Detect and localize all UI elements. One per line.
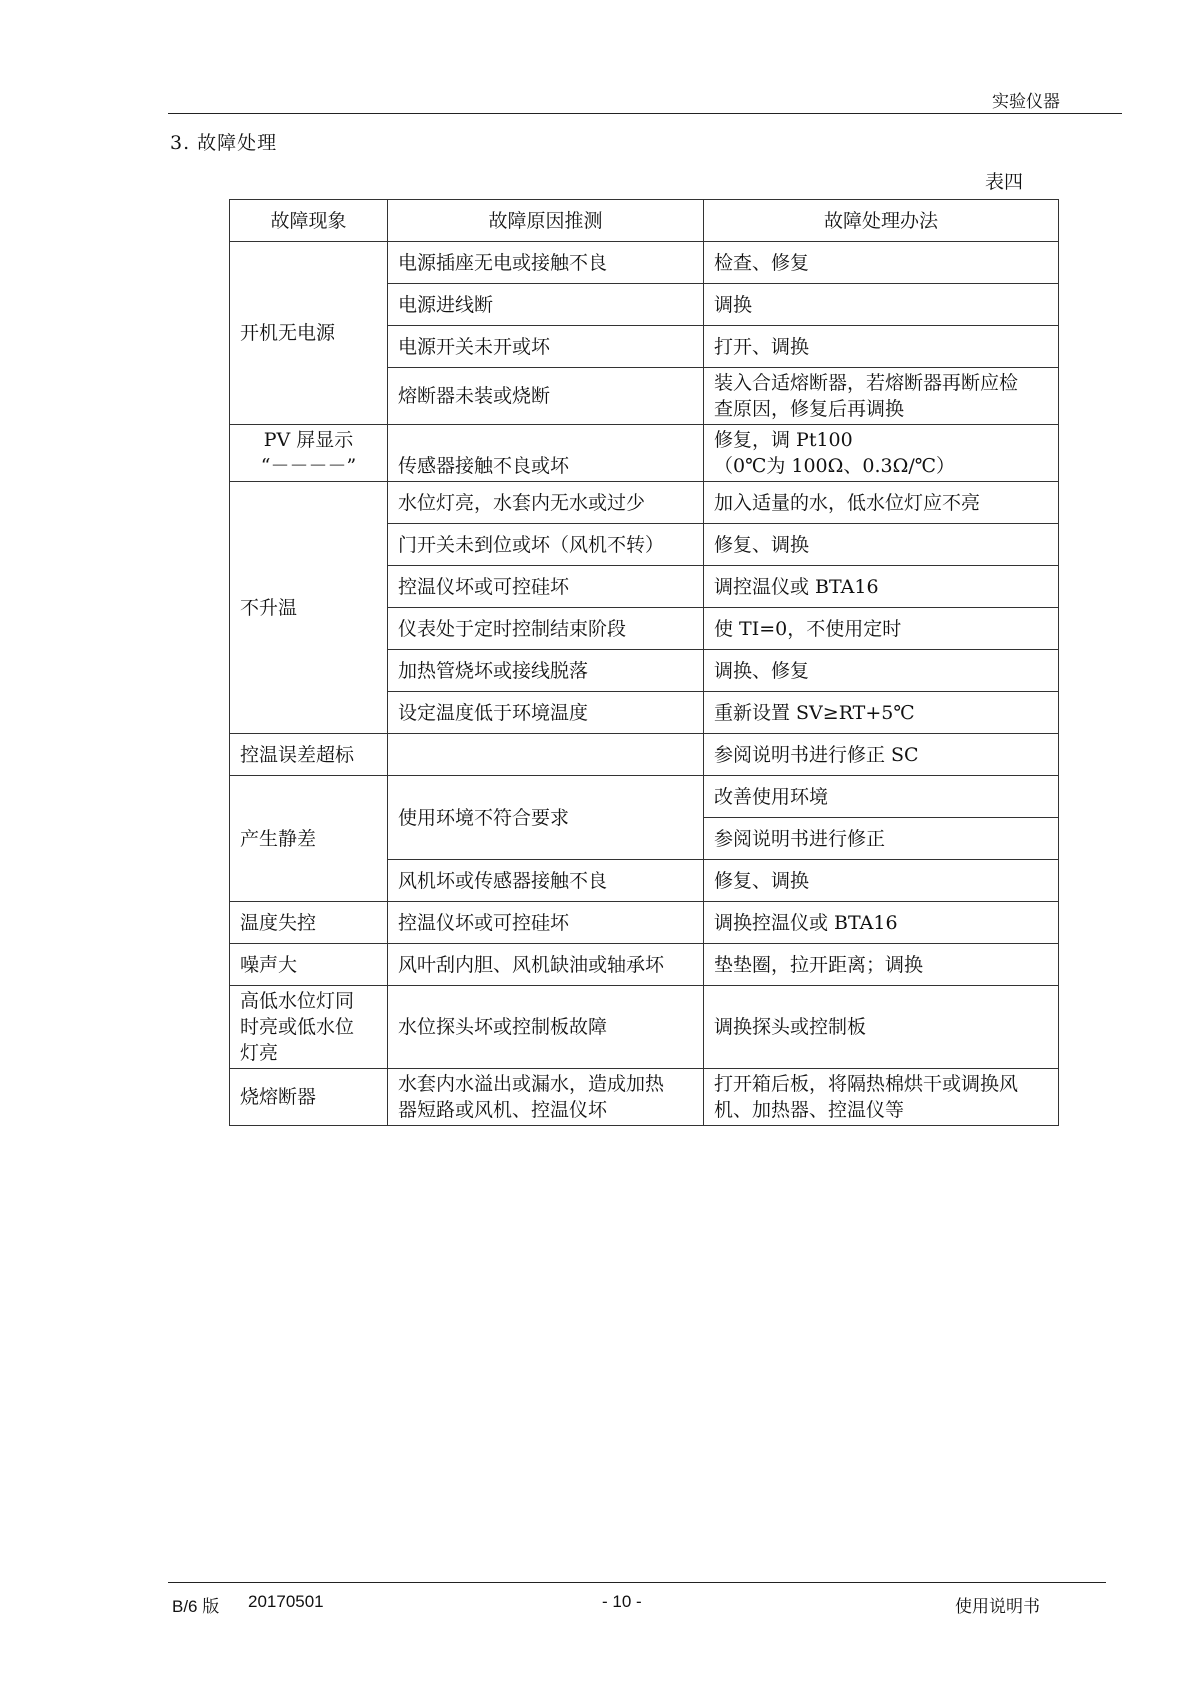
remedy-line: 查原因，修复后再调换 <box>714 398 905 420</box>
column-header-remedy: 故障处理办法 <box>704 200 1059 242</box>
remedy-cell: 打开、调换 <box>704 326 1059 368</box>
table-row <box>230 425 1059 482</box>
remedy-line: 机、加热器、控温仪等 <box>714 1099 905 1121</box>
cause-cell: 控温仪坏或可控硅坏 <box>388 566 704 608</box>
symptom-cell: 烧熔断器 <box>230 1069 388 1126</box>
cause-cell: 风叶刮内胆、风机缺油或轴承坏 <box>388 944 704 986</box>
table-row <box>230 1069 1059 1126</box>
remedy-cell: 使 TI=0，不使用定时 <box>704 608 1059 650</box>
remedy-cell <box>704 368 1059 425</box>
symptom-cell: 不升温 <box>230 482 388 734</box>
table-caption: 表四 <box>985 171 1024 193</box>
cause-cell: 水位探头坏或控制板故障 <box>388 986 704 1069</box>
cause-cell <box>388 734 704 776</box>
remedy-cell: 检查、修复 <box>704 242 1059 284</box>
symptom-cell: 产生静差 <box>230 776 388 902</box>
cause-cell: 设定温度低于环境温度 <box>388 692 704 734</box>
remedy-cell: 参阅说明书进行修正 SC <box>704 734 1059 776</box>
cause-line: 器短路或风机、控温仪坏 <box>398 1099 608 1121</box>
fault-table <box>229 199 1059 1126</box>
remedy-cell: 调换、修复 <box>704 650 1059 692</box>
cause-line: 水套内水溢出或漏水，造成加热 <box>398 1073 665 1095</box>
remedy-line: 装入合适熔断器，若熔断器再断应检 <box>714 372 1019 394</box>
symptom-line: 时亮或低水位 <box>240 1016 355 1038</box>
symptom-cell <box>230 986 388 1069</box>
cause-cell: 水位灯亮，水套内无水或过少 <box>388 482 704 524</box>
section-title: 3. 故障处理 <box>170 132 278 154</box>
cause-cell: 加热管烧坏或接线脱落 <box>388 650 704 692</box>
cause-cell: 电源开关未开或坏 <box>388 326 704 368</box>
cause-cell: 控温仪坏或可控硅坏 <box>388 902 704 944</box>
cause-cell: 传感器接触不良或坏 <box>388 425 704 482</box>
remedy-cell: 参阅说明书进行修正 <box>704 818 1059 860</box>
cause-cell: 门开关未到位或坏（风机不转） <box>388 524 704 566</box>
cause-cell <box>388 1069 704 1126</box>
remedy-cell <box>704 425 1059 482</box>
table-header-row <box>230 200 1059 242</box>
cause-cell: 使用环境不符合要求 <box>388 776 704 860</box>
table-row <box>230 482 1059 524</box>
page-header-title: 实验仪器 <box>992 92 1060 112</box>
symptom-cell <box>230 425 388 482</box>
remedy-cell: 改善使用环境 <box>704 776 1059 818</box>
remedy-cell: 重新设置 SV≥RT+5℃ <box>704 692 1059 734</box>
footer-divider <box>168 1582 1106 1583</box>
remedy-cell: 修复、调换 <box>704 524 1059 566</box>
remedy-cell: 加入适量的水，低水位灯应不亮 <box>704 482 1059 524</box>
remedy-cell: 修复、调换 <box>704 860 1059 902</box>
symptom-cell: 噪声大 <box>230 944 388 986</box>
footer-version: B/6 版 <box>172 1597 220 1616</box>
remedy-line: 修复，调 Pt100 <box>714 429 853 451</box>
symptom-cell: 控温误差超标 <box>230 734 388 776</box>
remedy-line: （0℃为 100Ω、0.3Ω/℃） <box>714 455 956 477</box>
remedy-cell: 调换探头或控制板 <box>704 986 1059 1069</box>
table-row <box>230 944 1059 986</box>
symptom-cell: 温度失控 <box>230 902 388 944</box>
table-row <box>230 242 1059 284</box>
footer-doc-title: 使用说明书 <box>955 1597 1040 1616</box>
cause-cell: 风机坏或传感器接触不良 <box>388 860 704 902</box>
column-header-cause: 故障原因推测 <box>388 200 704 242</box>
remedy-cell: 调换控温仪或 BTA16 <box>704 902 1059 944</box>
symptom-line: 高低水位灯同 <box>240 990 355 1012</box>
remedy-line: 打开箱后板，将隔热棉烘干或调换风 <box>714 1073 1019 1095</box>
table-row <box>230 776 1059 818</box>
symptom-cell: 开机无电源 <box>230 242 388 425</box>
symptom-line: PV 屏显示 <box>263 429 354 451</box>
remedy-cell <box>704 1069 1059 1126</box>
table-row <box>230 986 1059 1069</box>
symptom-line: 灯亮 <box>240 1042 279 1064</box>
cause-cell: 电源进线断 <box>388 284 704 326</box>
cause-cell: 电源插座无电或接触不良 <box>388 242 704 284</box>
symptom-line: “－－－－” <box>260 455 357 477</box>
footer-date: 20170501 <box>248 1592 324 1611</box>
remedy-cell: 调换 <box>704 284 1059 326</box>
cause-cell: 仪表处于定时控制结束阶段 <box>388 608 704 650</box>
table-row <box>230 734 1059 776</box>
remedy-cell: 垫垫圈，拉开距离；调换 <box>704 944 1059 986</box>
column-header-symptom: 故障现象 <box>230 200 388 242</box>
page-number: - 10 - <box>602 1592 642 1611</box>
table-row <box>230 902 1059 944</box>
cause-cell: 熔断器未装或烧断 <box>388 368 704 425</box>
header-divider <box>168 113 1122 114</box>
remedy-cell: 调控温仪或 BTA16 <box>704 566 1059 608</box>
